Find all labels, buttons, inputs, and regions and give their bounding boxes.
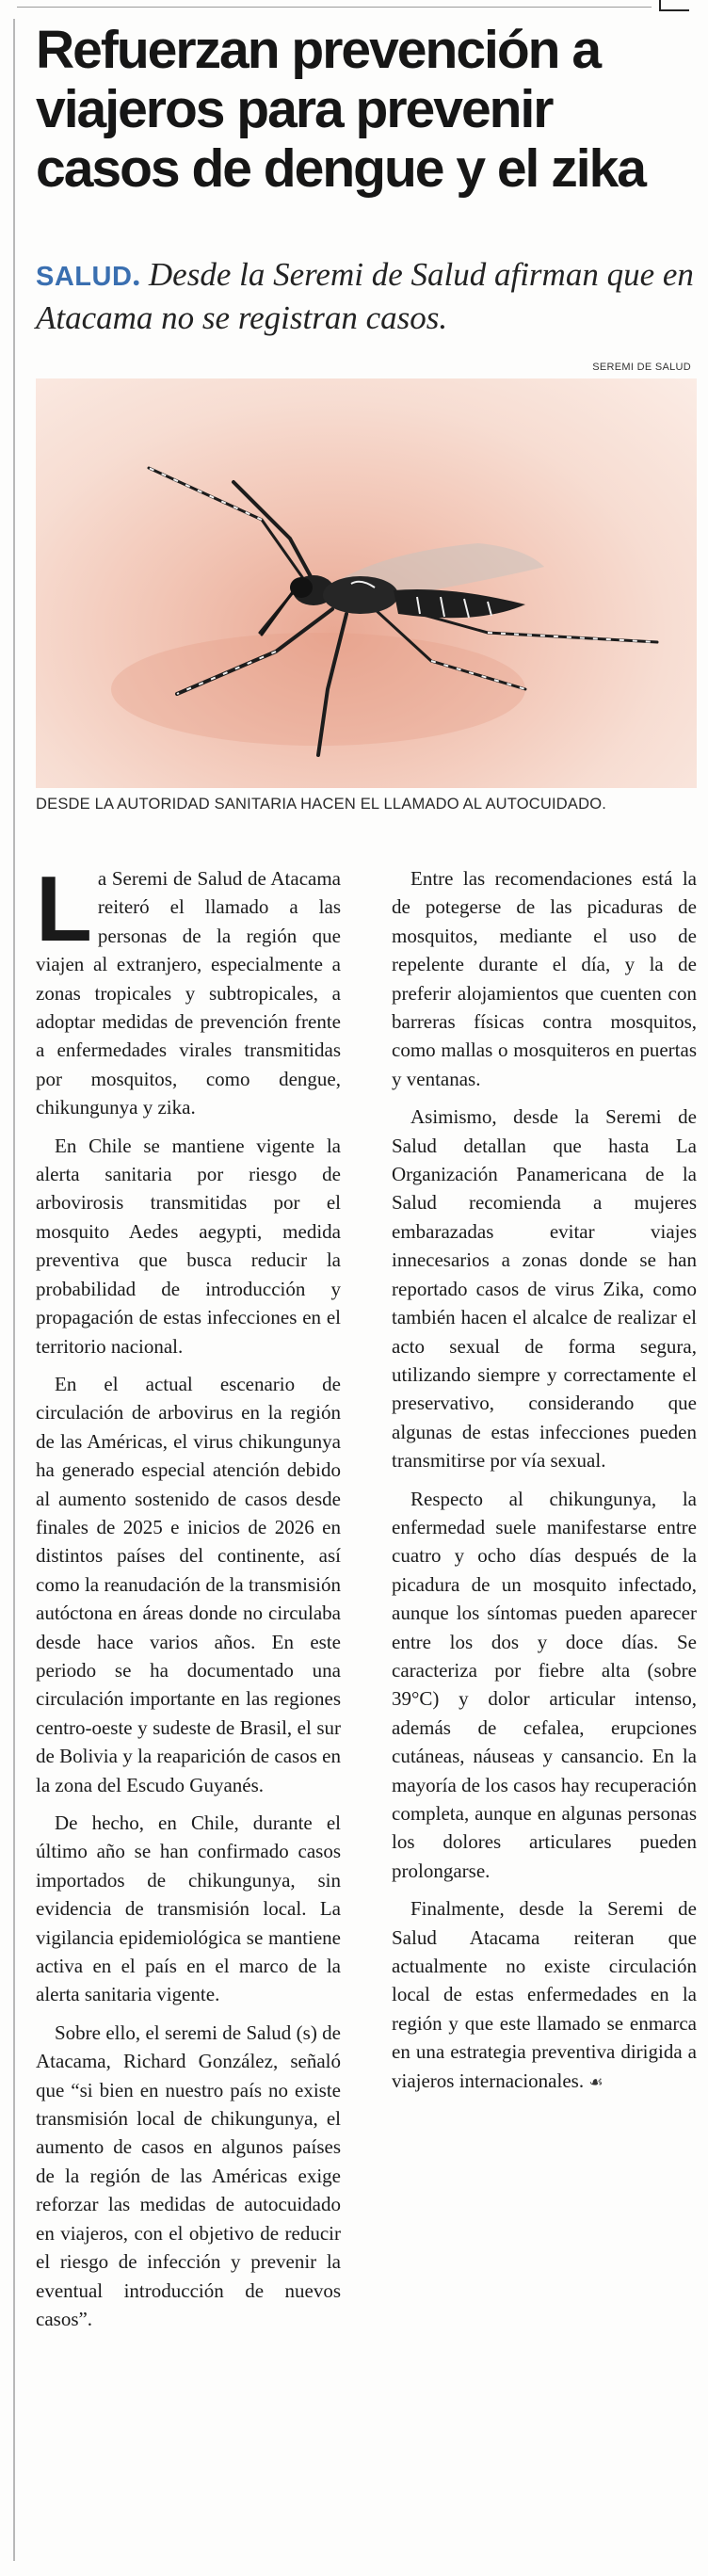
mosquito-illustration: [36, 378, 697, 788]
body-column-right: [392, 864, 697, 2559]
top-divider: [17, 7, 652, 8]
paragraph-2: En Chile se mantiene vigente la alerta sanitaria por riesgo de arbovirosis transmitidas por el mosquito Aedes aegypti, medida preventiva que busca reducir la probabilidad de introducción y propagación de estas infecciones en el territorio nacional.: [36, 1134, 341, 1358]
paragraph-9: [392, 1894, 697, 2097]
body-column-left: [36, 857, 341, 2559]
left-margin-rule: [13, 19, 15, 2561]
paragraph-5: Sobre ello, el seremi de Salud (s) de Atacama, Richard González, señaló que “si bien en nuestro país no existe transmisión local de chikungunya, el aumento de casos en algunos países de la región de las Américas exige reforzar las medidas de autocuidado en viajeros, con el objetivo de reducir el riesgo de infección y prevenir la eventual introducción de nuevos casos”.: [36, 2021, 341, 2330]
paragraph-8: Respecto al chikungunya, la enfermedad suele manifestarse entre cuatro y ocho días después de la picadura de un mosquito infectado, aunque los síntomas pueden aparecer entre los dos y doce días. Se caracteriza por fiebre alta (sobre 39°C) y dolor articular intenso, además de cefalea, erupciones cutáneas, náuseas y cansancio. En la mayoría de los casos hay recuperación completa, aunque en algunas personas los dolores articulares pueden prolongarse.: [392, 1487, 697, 1882]
corner-mark: [659, 0, 689, 11]
paragraph-9-text: Finalmente, desde la Seremi de Salud Atacama reiteran que actualmente no existe circulación local de estas enfermedades en la región y que este llamado se enmarca en una estrategia preventiva dirigida a viajeros internacionales.: [392, 1897, 697, 2092]
paragraph-7: Asimismo, desde la Seremi de Salud detallan que hasta La Organización Panamericana de la Salud recomienda a mujeres embarazadas evitar viajes innecesarios a zonas donde se han reportado casos de virus Zika, como también hacen el alcalce de realizar el acto sexual de forma segura, utilizando siempre y correctamente el preservativo, considerando que algunas de estas infecciones pueden transmitirse por vía sexual.: [392, 1105, 697, 1473]
section-label: SALUD: [36, 262, 133, 292]
deck: [36, 254, 695, 339]
photo-caption: DESDE LA AUTORIDAD SANITARIA HACEN EL LLAMADO AL AUTOCUIDADO.: [36, 796, 607, 813]
paragraph-6: Entre las recomendaciones está la de potegerse de las picaduras de mosquitos, mediante el uso de repelente durante el día, y la de preferir alojamientos que cuenten con barreras físicas contra mosquitos, como mallas o mosquiteros en puertas y ventanas.: [392, 867, 697, 1090]
paragraph-4: De hecho, en Chile, durante el último año se han confirmado casos importados de chikungunya, sin evidencia de transmisión local. La vigilancia epidemiológica se mantiene activa en el país en el marco de la alerta sanitaria vigente.: [36, 1811, 341, 2006]
mosquito-photo: [36, 378, 697, 788]
paragraph-1: [36, 857, 341, 1122]
drop-cap: L: [36, 857, 92, 960]
top-rule: [0, 0, 708, 13]
section-label-dot: .: [132, 256, 141, 293]
headline: Refuerzan prevención a viajeros para prevenir casos de dengue y el zika: [36, 20, 645, 199]
paragraph-3: En el actual escenario de circulación de arbovirus en la región de las Américas, el virus chikungunya ha generado especial atención debido al aumento sostenido de casos desde finales de 2025 e inicios de 2026 en distintos países del continente, así como la reanudación de la transmisión autóctona en áreas donde no circulaba desde hace varios años. En este periodo se ha documentado una circulación importante en las regiones centro-oeste y sudeste de Brasil, el sur de Bolivia y la reaparición de casos en la zona del Escudo Guyanés.: [36, 1372, 341, 1796]
end-mark-icon: ☙: [588, 2072, 603, 2092]
photo-credit: SEREMI DE SALUD: [592, 362, 691, 373]
deck-text: Desde la Seremi de Salud afirman que en Atacama no se registran casos.: [36, 256, 694, 336]
paragraph-1-text: a Seremi de Salud de Atacama reiteró el llamado a las personas de la región que viajen al extranjero, especialmente a zonas tropicales y subtropicales, a adoptar medidas de prevención frente a enfermedades virales transmitidas por mosquitos, como dengue, chikungunya y zika.: [36, 867, 341, 1119]
